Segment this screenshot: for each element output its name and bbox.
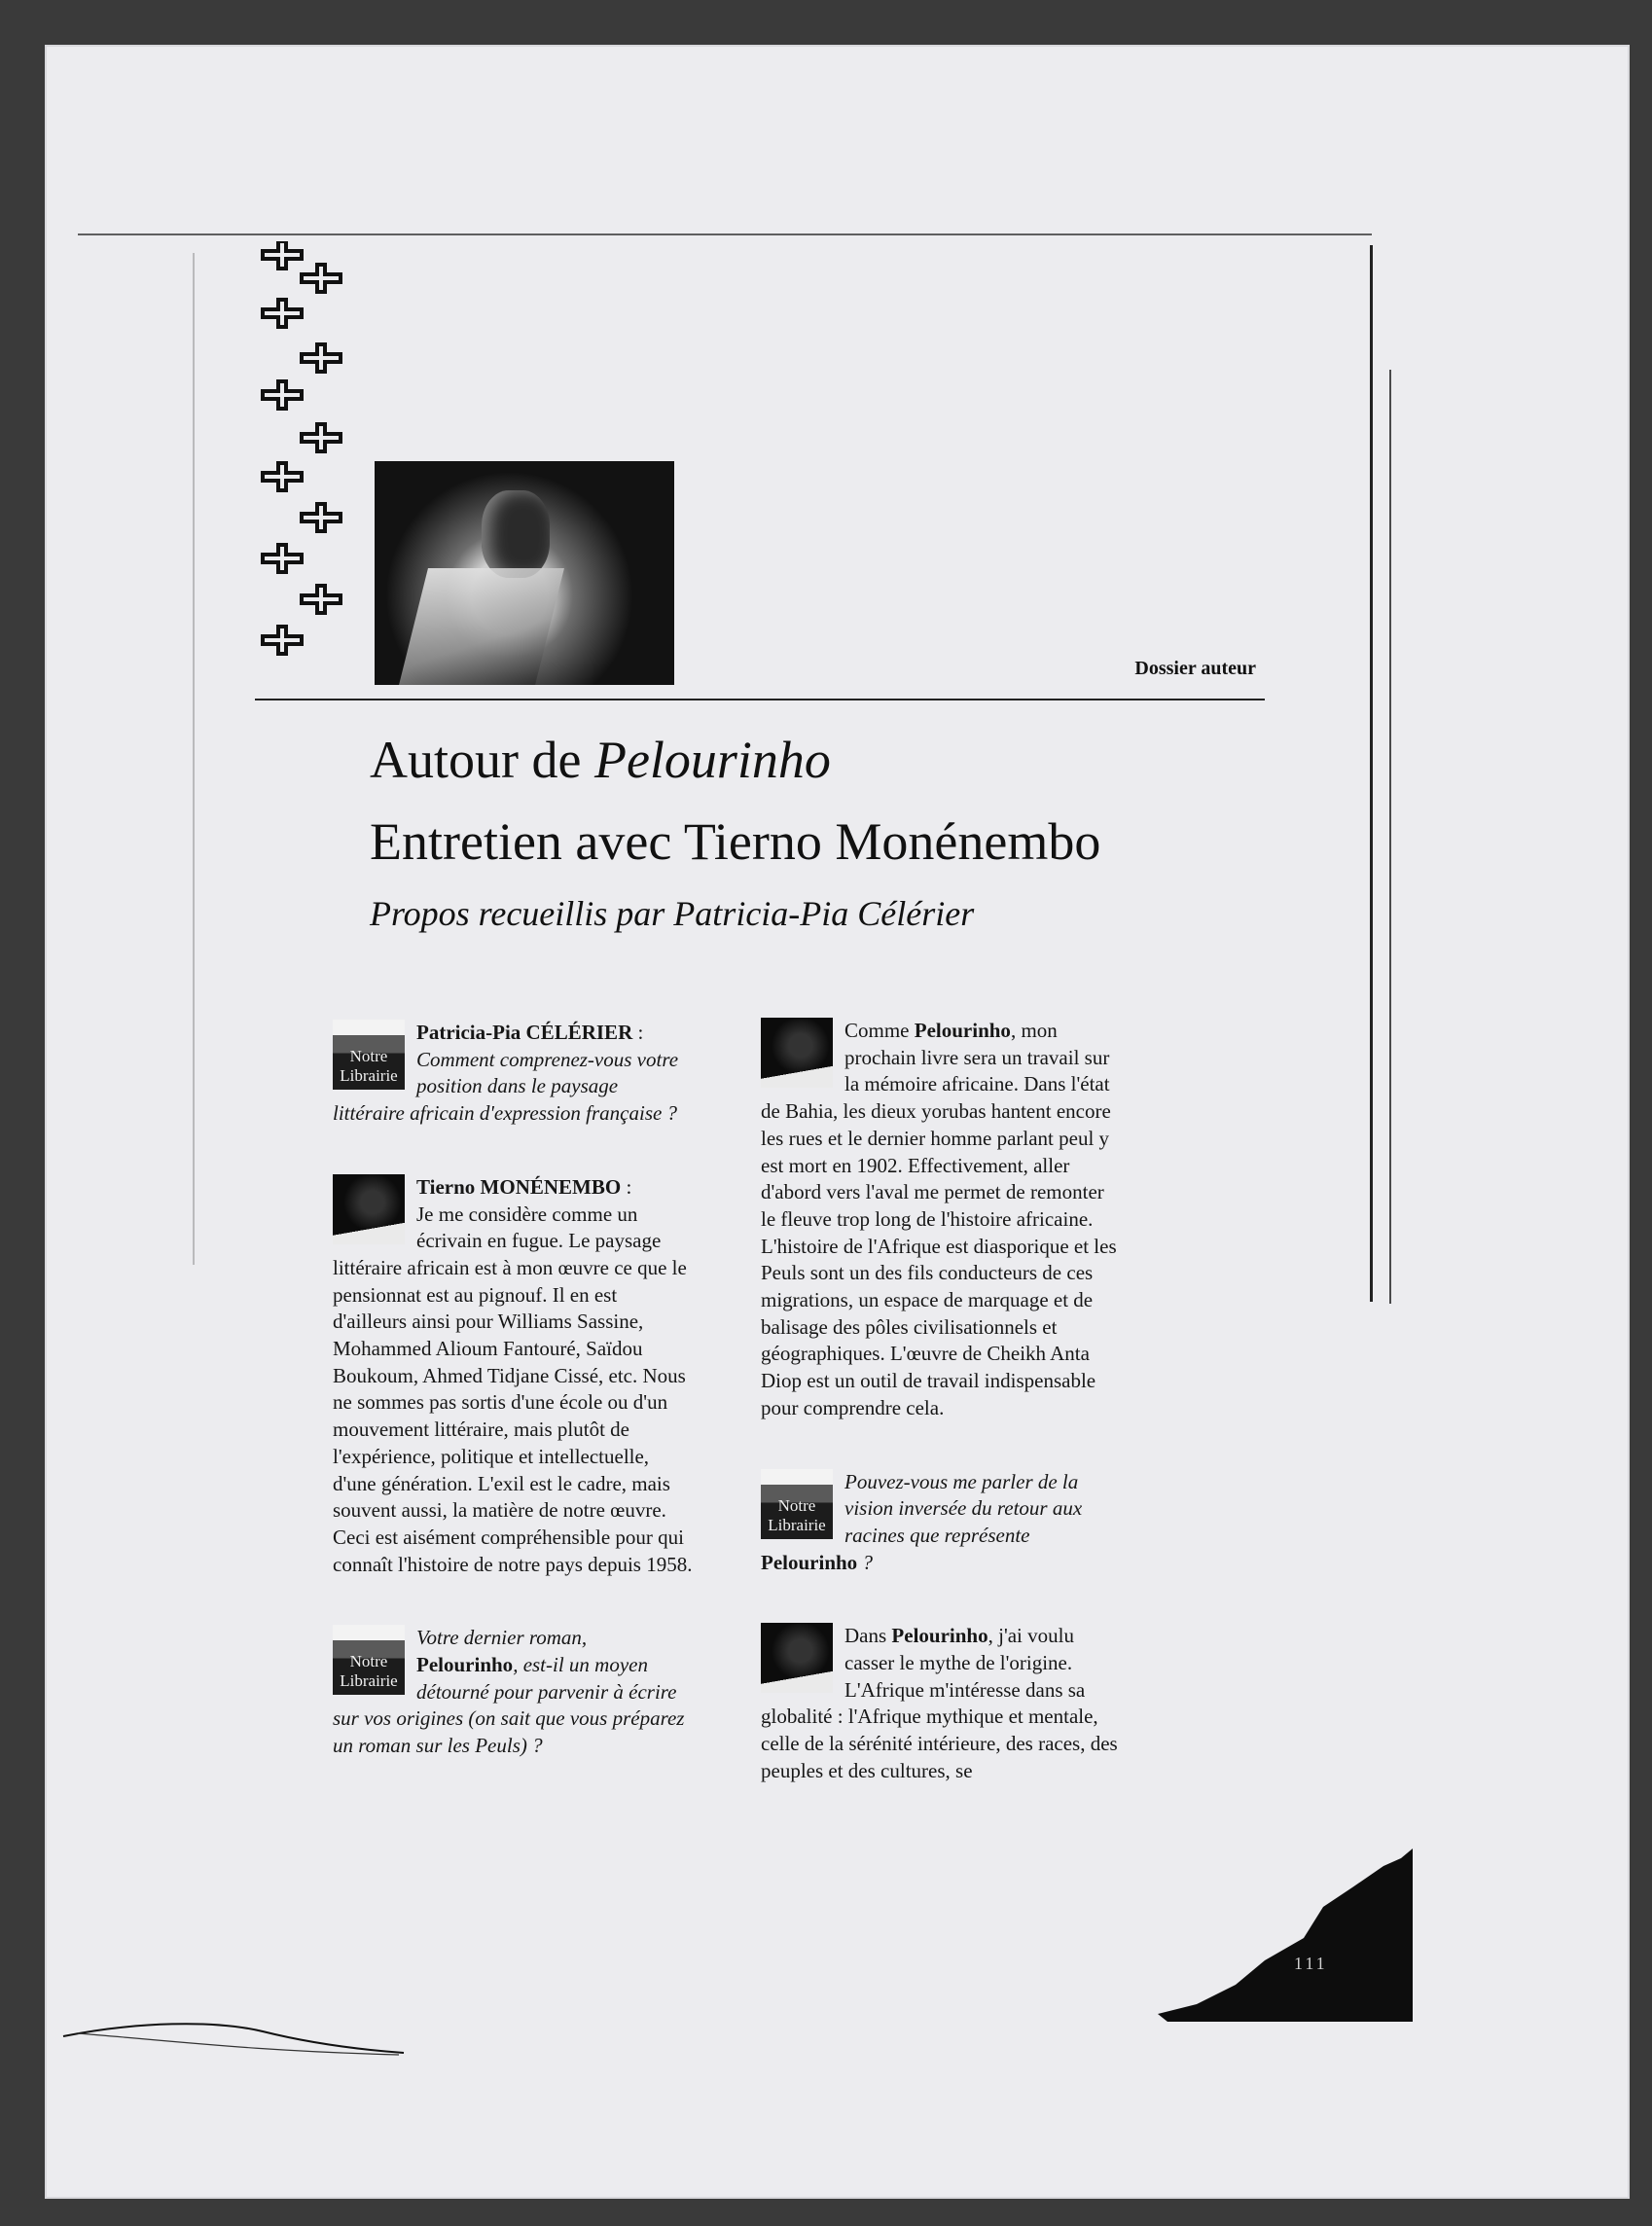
column-right <box>761 1018 1121 1832</box>
notre-librairie-logo: Notre Librairie <box>333 1020 405 1090</box>
notre-librairie-logo: Notre Librairie <box>761 1469 833 1539</box>
a1-text: Je me considère comme un écrivain en fugue. Le paysage littéraire africain est à mon œuvre ce que le pensionnat est au pignouf. Il en est d'ailleurs ainsi pour Williams Sassine, Mohammed Alioum Fantouré, Saïdou Boukoum, Ahmed Tidjane Cissé, etc. Nous ne sommes pas sortis d'une école ou d'un mouvement littéraire, mais plutôt de l'expérience, politique et intellectuelle, d'une génération. L'exil est le cadre, mais souvent aussi, la matière de notre œuvre. Ceci est aisément compréhensible pour qui connaît l'histoire de notre pays depuis 1958. <box>333 1202 693 1576</box>
byline: Propos recueillis par Patricia-Pia Célérier <box>370 894 975 933</box>
a1-speaker: Tierno MONÉNEMBO <box>416 1174 622 1199</box>
right-frame-line-outer <box>1389 370 1391 1304</box>
question-2: Notre Librairie Votre dernier roman, Pelourinho, est-il un moyen détourné pour parvenir à écrire sur vos origines (on sait que vous préparez un roman sur les Peuls) ? <box>333 1626 685 1758</box>
author-photo <box>375 461 674 685</box>
left-frame-tick <box>193 253 195 1265</box>
question-1: Notre Librairie Patricia-Pia CÉLÉRIER : Comment comprenez-vous votre position dans le paysage littéraire africain d'expression française ? <box>333 1021 679 1126</box>
author-thumbnail <box>761 1623 833 1693</box>
right-frame-line <box>1370 245 1373 1302</box>
top-frame-line <box>78 233 1372 235</box>
question-3: Notre Librairie Pouvez-vous me parler de la vision inversée du retour aux racines que représente Pelourinho ? <box>761 1469 1083 1574</box>
article-title-line1: Autour de Pelourinho <box>370 731 831 789</box>
answer-3: Dans Pelourinho, j'ai voulu casser le mythe de l'origine. L'Afrique m'intéresse dans sa globalité : l'Afrique mythique et mentale, celle de la sérénité intérieure, des races, des peuples et des cultures, se <box>761 1624 1118 1782</box>
column-left <box>333 1020 693 1807</box>
header-rule <box>255 699 1265 700</box>
corner-decoration <box>1158 1849 1413 2022</box>
q1-speaker: Patricia-Pia CÉLÉRIER <box>416 1021 633 1044</box>
answer-1: Tierno MONÉNEMBO : Je me considère comme un écrivain en fugue. Le paysage littéraire africain est à mon œuvre ce que le pensionnat est au pignouf. Il en est d'ailleurs ainsi pour Williams Sassine, Mohammed Alioum Fantouré, Saïdou Boukoum, Ahmed Tidjane Cissé, etc. Nous ne sommes pas sortis d'une école ou d'un mouvement littéraire, mais plutôt de l'expérience, politique et intellectuelle, d'une génération. L'exil est le cadre, mais souvent aussi, la matière de notre œuvre. Ceci est aisément compréhensible pour qui connaît l'histoire de notre pays depuis 1958. <box>333 1174 693 1576</box>
answer-2: Comme Pelourinho, mon prochain livre sera un travail sur la mémoire africaine. Dans l'état de Bahia, les dieux yorubas hantent encore les rues et le dernier homme parlant peul y est mort en 1902. Effectivement, aller d'abord vers l'aval me permet de remonter le fleuve trop long de l'histoire africaine. <box>761 1019 1111 1231</box>
author-thumbnail <box>761 1018 833 1088</box>
answer-2-paragraph-2: L'histoire de l'Afrique est diasporique et les Peuls sont un des fils conducteurs de ces migrations, un espace de marquage et de balisage des pôles civilisationnels et géographiques. L'œuvre de Cheikh Anta Diop est un outil de travail indispensable pour comprendre cela. <box>761 1234 1117 1419</box>
page-number: 111 <box>1294 1954 1328 1973</box>
article-title-line2: Entretien avec Tierno Monénembo <box>370 812 1101 871</box>
pen-scribble <box>58 2012 409 2061</box>
notre-librairie-logo: Notre Librairie <box>333 1625 405 1695</box>
decorative-cross-pattern <box>251 241 358 689</box>
q1-text: Comment comprenez-vous votre position dans le paysage littéraire africain d'expression française ? <box>333 1047 679 1126</box>
section-label: Dossier auteur <box>1134 658 1256 679</box>
author-thumbnail <box>333 1174 405 1244</box>
